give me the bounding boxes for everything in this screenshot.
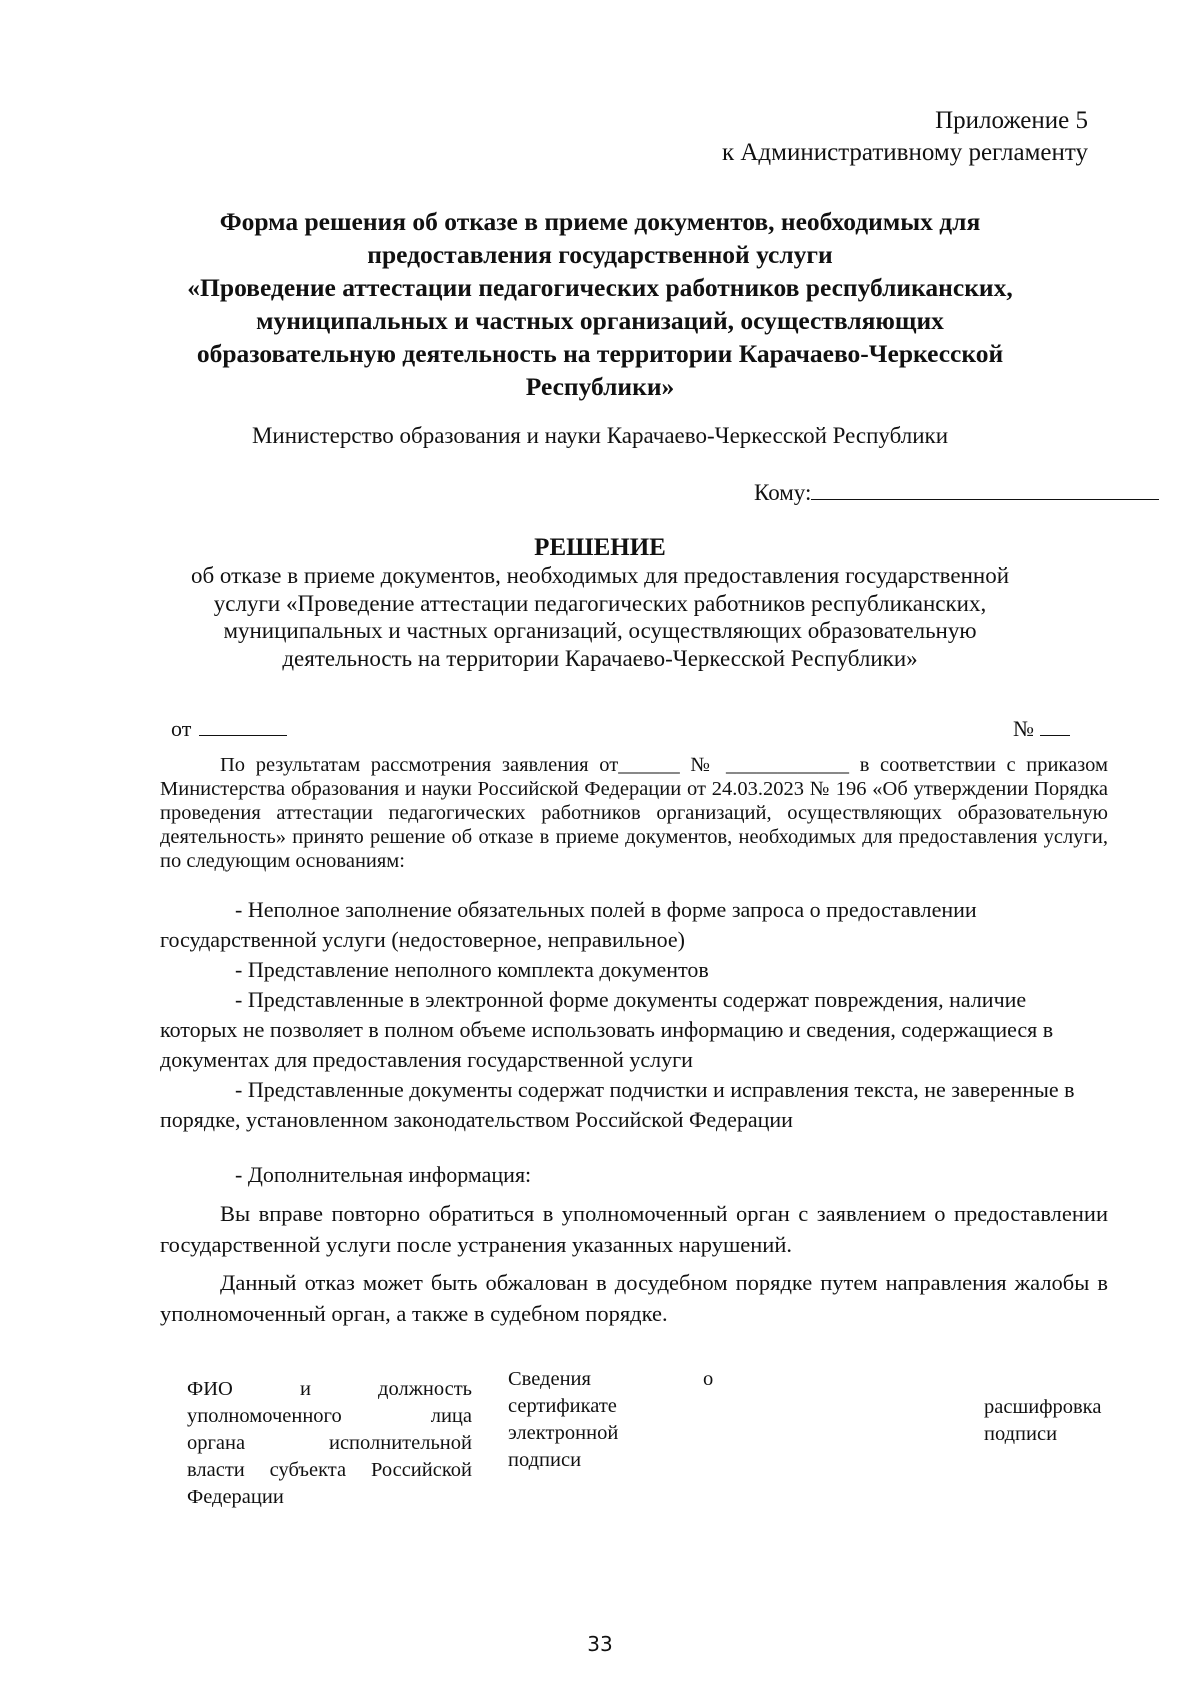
appendix-line-2: к Административному регламенту (721, 139, 1088, 166)
form-title-line: Форма решения об отказе в приеме документов, необходимых для (219, 207, 981, 236)
decision-heading: РЕШЕНИЕ (534, 534, 666, 561)
number-field (1013, 716, 1070, 742)
form-title-line: Республики» (525, 372, 675, 401)
addressee-blank (811, 479, 1159, 500)
decision-subtitle-line: деятельность на территории Карачаево-Черкесской Республики» (282, 645, 918, 671)
decision-subtitle-line: услуги «Проведение аттестации педагогических работников республиканских, (213, 590, 987, 616)
form-title-line: «Проведение аттестации педагогических работников республиканских, (187, 273, 1013, 302)
addressee-field (754, 478, 1159, 508)
decision-subtitle-line: об отказе в приеме документов, необходимых для предоставления государственной (190, 563, 1010, 588)
signature-certificate-line: подписи (508, 1449, 582, 1471)
ministry-name: Министерство образования и науки Карачаево-Черкесской Республики (251, 423, 949, 448)
reason-item: - Представленные документы содержат подчистки и исправления текста, не заверенные в порядке, установленном законодательством Российской Федерации (160, 1077, 1075, 1132)
signature-official-line: органа исполнительной (187, 1432, 472, 1454)
reason-item: - Представление неполного комплекта документов (235, 957, 709, 982)
date-blank (199, 719, 287, 736)
reason-item: - Представленные в электронной форме документы содержат повреждения, наличие которых не позволяет в полном объеме использовать информацию и сведения, содержащиеся в документах для предоставления государственной услуги (160, 987, 1054, 1072)
signature-certificate (508, 1366, 638, 1474)
signature-decryption-line: расшифровка (984, 1396, 1102, 1418)
number-label: № (1013, 716, 1034, 741)
decision-subtitle-line: муниципальных и частных организаций, осуществляющих образовательную (223, 618, 977, 643)
signature-decryption (984, 1394, 1134, 1448)
date-label: от (171, 716, 192, 741)
reapply-paragraph: Вы вправе повторно обратиться в уполномоченный орган с заявлением о предоставлении государственной услуги после устранения указанных нарушений. (160, 1201, 1108, 1257)
signature-certificate-o: о (703, 1368, 714, 1390)
signature-official-line: Федерации (187, 1486, 284, 1508)
appeal-paragraph: Данный отказ может быть обжалован в досудебном порядке путем направления жалобы в уполномоченный орган, а также в судебном порядке. (160, 1270, 1108, 1326)
signature-official (187, 1376, 472, 1511)
number-blank (1040, 719, 1070, 736)
reason-item: - Дополнительная информация: (235, 1162, 532, 1187)
reason-item: - Неполное заполнение обязательных полей в форме запроса о предоставлении государственной услуги (недостоверное, неправильное) (160, 897, 977, 952)
signature-official-line: власти субъекта Российской (187, 1459, 472, 1481)
page-number: 33 (587, 1632, 613, 1656)
signature-certificate-line: электронной (508, 1422, 619, 1444)
signature-certificate-line: сертификате (508, 1395, 617, 1417)
date-field (171, 716, 287, 742)
signature-official-line: ФИО и должность (187, 1378, 472, 1400)
form-title (150, 205, 1050, 403)
decision-subtitle (170, 562, 1030, 672)
signature-certificate-line: Сведения (508, 1368, 591, 1390)
appendix-line-1: Приложение 5 (935, 107, 1088, 134)
form-title-line: муниципальных и частных организаций, осуществляющих (256, 306, 944, 335)
form-title-line: образовательную деятельность на территории Карачаево-Черкесской (196, 339, 1004, 368)
form-title-line: предоставления государственной услуги (367, 240, 833, 269)
signature-official-line: уполномоченного лица (187, 1405, 472, 1427)
signature-decryption-line: подписи (984, 1423, 1058, 1445)
addressee-label: Кому: (754, 480, 812, 505)
body-paragraph: По результатам рассмотрения заявления от______ № ____________ в соответствии с приказом Министерства образования и науки Российской Федерации от 24.03.2023 № 196 «Об утверждении Порядка проведения аттестации педагогических работников организаций, осуществляющих образовательную деятельность» принято решение об отказе в приеме документов, необходимых для предоставления услуги, по следующим основаниям: (160, 754, 1108, 872)
